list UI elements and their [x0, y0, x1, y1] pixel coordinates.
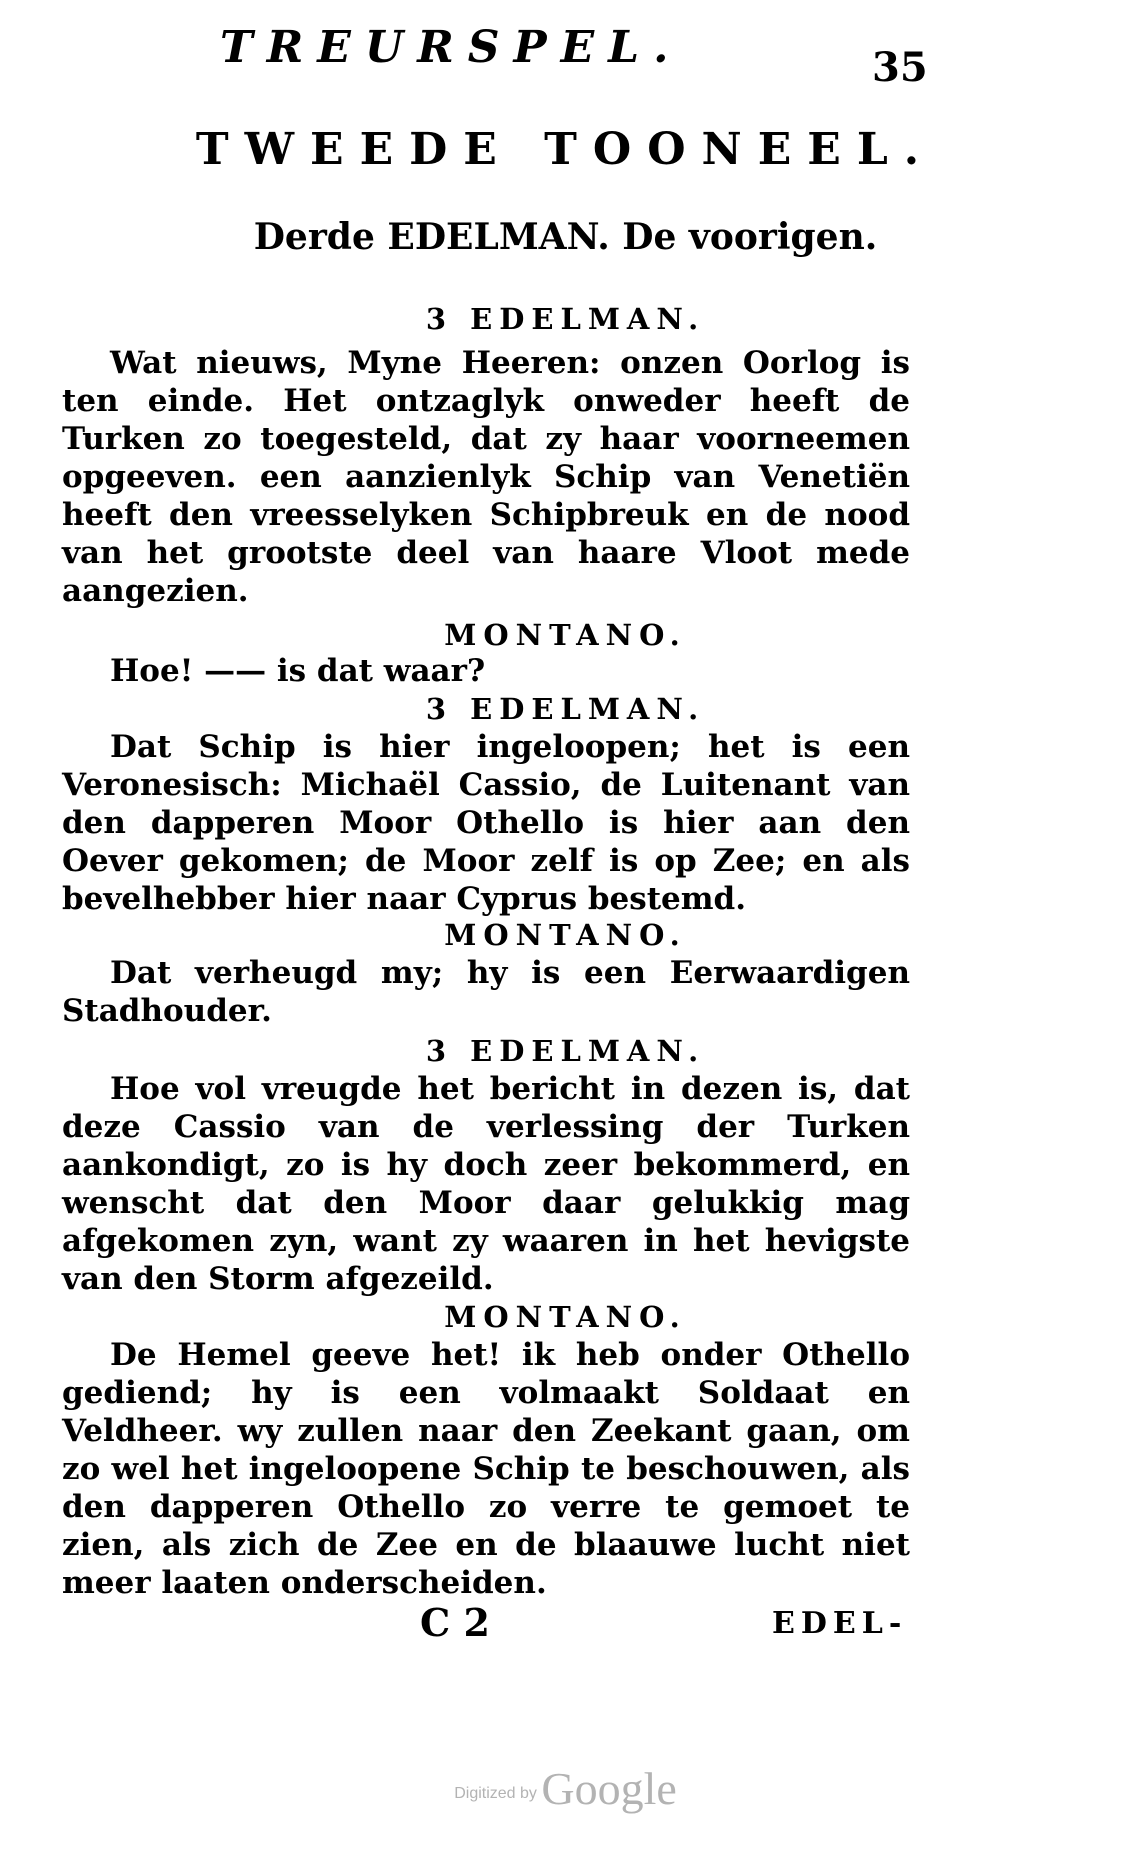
speech-text: Hoe vol vreugde het bericht in dezen is, dat deze Cassio van de verlessing der Turken aankondigt, zo is hy doch zeer bekommerd, en wenscht dat den Moor daar gelukkig mag afgekomen zyn, want zy waaren in het hevigste van den Storm afgezeild.: [62, 1071, 910, 1297]
speaker-label: 3 EDELMAN.: [425, 302, 706, 336]
page-number: 35: [872, 44, 928, 91]
catchword: EDEL-: [772, 1606, 908, 1641]
speaker-label: 3 EDELMAN.: [425, 1034, 706, 1068]
speaker-label: MONTANO.: [444, 1300, 687, 1334]
scene-persons: Derde EDELMAN. De voorigen.: [253, 216, 878, 258]
speech-text: De Hemel geeve het! ik heb onder Othello gediend; hy is een volmaakt Soldaat en Veldheer. wy zullen naar den Zeekant gaan, om zo wel het ingeloopene Schip te beschouwen, als den dapperen Othello zo verre te gemoet te zien, als zich de Zee en de blaauwe lucht niet meer laaten onderscheiden.: [62, 1337, 910, 1601]
speech-text: Dat verheugd my; hy is een Eerwaardigen Stadhouder.: [62, 955, 910, 1029]
running-title: TREURSPEL.: [220, 22, 683, 73]
google-logo: Google: [541, 1763, 677, 1814]
speaker-label: MONTANO.: [444, 918, 687, 952]
digitized-watermark: [0, 1762, 1131, 1815]
speech-text: Dat Schip is hier ingeloopen; het is een Veronesisch: Michaël Cassio, de Luitenant van den dapperen Moor Othello is hier aan den Oever gekomen; de Moor zelf is op Zee; en als bevelhebber hier naar Cyprus bestemd.: [62, 729, 910, 917]
speech-text: Wat nieuws, Myne Heeren: onzen Oorlog is ten einde. Het ontzaglyk onweder heeft de Turken zo toegesteld, dat zy haar voorneemen opgeeven. een aanzienlyk Schip van Venetiën heeft den vreesselyken Schipbreuk en de nood van het grootste deel van haare Vloot mede aangezien.: [62, 345, 910, 609]
signature-mark: C 2: [420, 1600, 490, 1645]
speaker-label: 3 EDELMAN.: [425, 692, 706, 726]
digitized-prefix: Digitized by: [454, 1785, 537, 1802]
speaker-label: MONTANO.: [444, 618, 687, 652]
scene-title: TWEEDE TOONEEL.: [195, 124, 936, 175]
speech-text: Hoe! —— is dat waar?: [110, 653, 486, 689]
